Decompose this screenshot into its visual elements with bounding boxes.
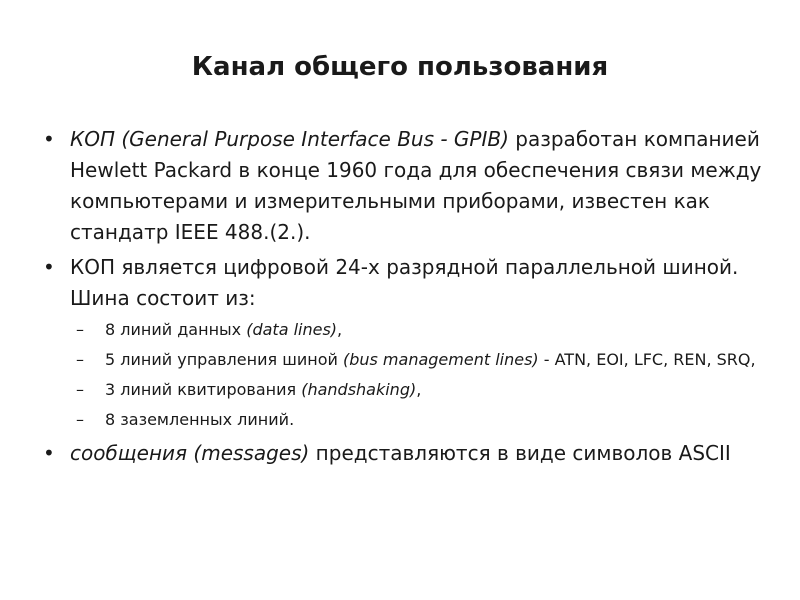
sub-item-text-segment: , (416, 380, 422, 399)
sub-item-text-segment: , (337, 320, 343, 339)
bullet-text-segment: КОП (General Purpose Interface Bus - GPIB) (70, 127, 509, 151)
slide-content (40, 124, 780, 473)
sub-item-text-segment: - ATN, EOI, LFC, REN, SRQ, (538, 350, 756, 369)
sub-item-ground-lines (76, 408, 780, 432)
sub-item-marker: – (76, 320, 84, 339)
sub-item-marker: – (76, 350, 84, 369)
bullet-bus-structure (40, 252, 780, 314)
bullet-text-segment: разработан компанией Hewlett Packard в конце 1960 года для обеспечения связи между компьютерами и измерительными приборами, известен как стандатр IEEE 488.(2.). (70, 127, 762, 244)
sub-item-text-segment: (bus management lines) (342, 350, 539, 369)
bullet-gpib-origin (40, 124, 780, 248)
sub-item-text-segment: (handshaking) (301, 380, 417, 399)
sub-item-text-segment: 3 линий квитирования (105, 380, 302, 399)
sub-item-marker: – (76, 410, 84, 429)
sub-item-data-lines (76, 318, 780, 342)
bullet-text-segment: представляются в виде символов ASCII (309, 441, 731, 465)
sub-item-handshaking-lines (76, 378, 780, 402)
sub-item-text-segment: (data lines) (246, 320, 338, 339)
sub-item-management-lines (76, 348, 780, 372)
bullet-marker: • (43, 255, 55, 279)
bus-lines-list (76, 318, 780, 432)
sub-item-text-segment: 5 линий управления шиной (105, 350, 343, 369)
bullet-text-segment: сообщения (messages) (70, 441, 310, 465)
bullet-text-segment: КОП является цифровой 24-х разрядной параллельной шиной. Шина состоит из: (70, 255, 739, 310)
slide-title: Канал общего пользования (191, 52, 609, 82)
sub-item-text-segment: 8 заземленных линий. (105, 410, 295, 429)
bullet-messages (40, 438, 780, 469)
sub-item-marker: – (76, 380, 84, 399)
bullet-marker: • (43, 441, 55, 465)
bullet-marker: • (43, 127, 55, 151)
sub-item-text-segment: 8 линий данных (105, 320, 247, 339)
